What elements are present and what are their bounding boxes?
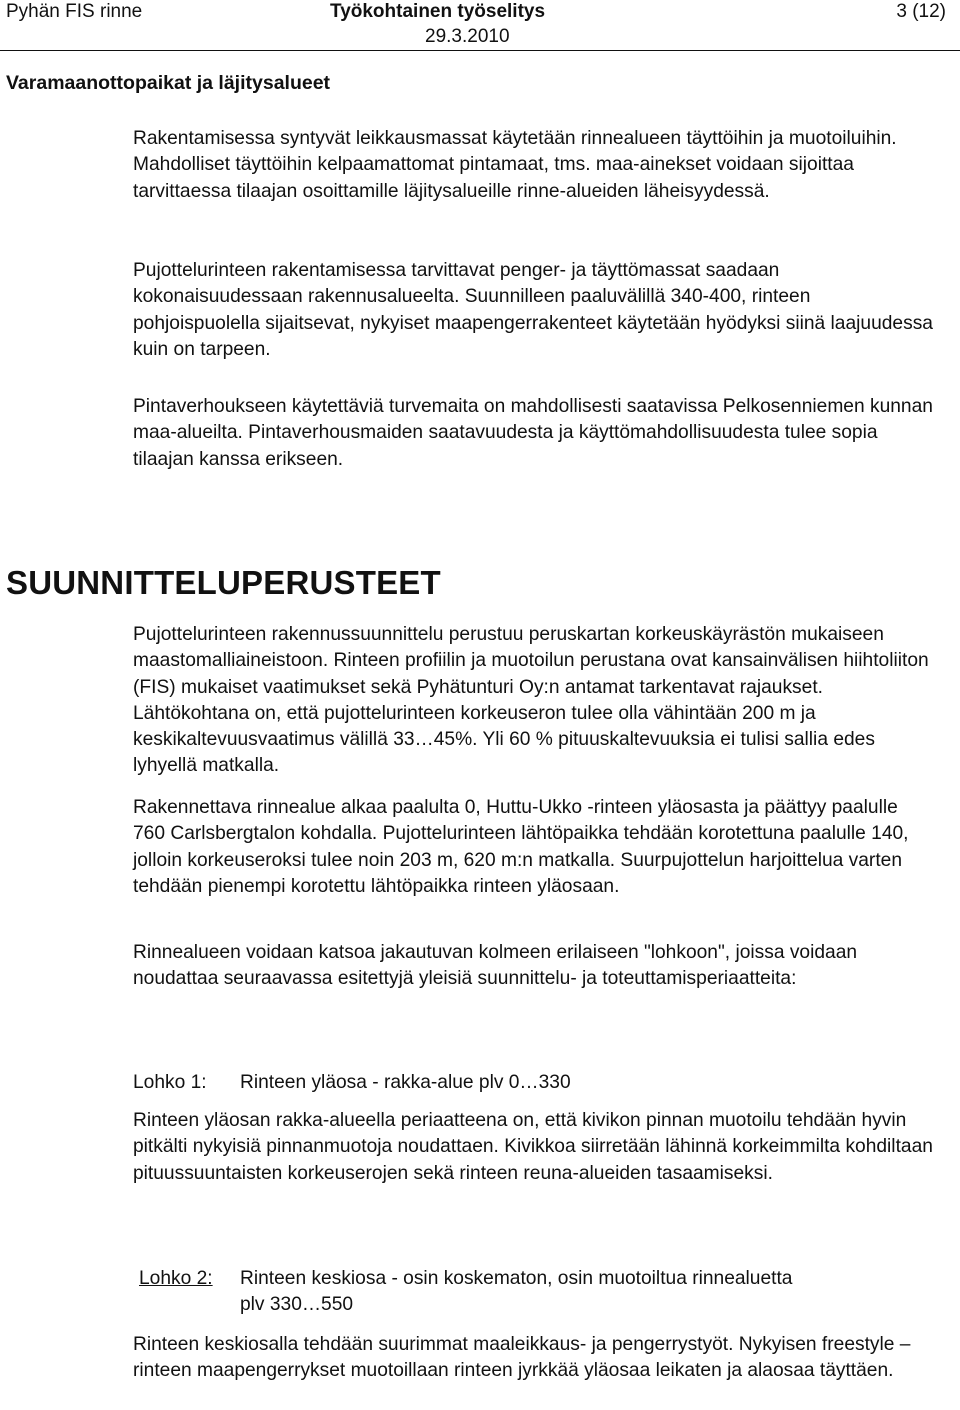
lohko-2-heading bbox=[139, 1266, 792, 1319]
header-date: 29.3.2010 bbox=[425, 26, 510, 47]
paragraph-rinnealue: Rakennettava rinnealue alkaa paalulta 0, Huttu-Ukko -rinteen yläosasta ja päättyy paalulle 760 Carlsbergtalon kohdalla. Pujottelurinteen lähtöpaikka tehdään korotettuna paalulle 140, jolloin korkeuseroksi tulee noin 203 m, 620 m:n matkalla. Suurpujottelun harjoittelua varten tehdään pienempi korotettu lähtöpaikka rinteen yläosaan. bbox=[133, 797, 909, 897]
lohko-2-text: Rinteen keskiosalla tehdään suurimmat maaleikkaus- ja pengerrystyöt. Nykyisen freestyle –rinteen maapengerrykset muotoillaan rinteen jyrkkää yläosaa leikaten ja alaosaa täyttäen. bbox=[133, 1334, 911, 1382]
lohko-2-title-cont: plv 330…550 bbox=[240, 1294, 354, 1316]
page-header bbox=[0, 0, 960, 51]
paragraph-suunnittelu: Pujottelurinteen rakennussuunnittelu perustuu peruskartan korkeuskäyrästön mukaiseen maastomalliaineistoon. Rinteen profiilin ja muotoilun perustana ovat kansainvälisen hiihtoliiton (FIS) mukaiset vaatimukset sekä Pyhätunturi Oy:n antamat tarkentavat rajaukset. Lähtökohtana on, että pujottelurinteen korkeuseron tulee olla vähintään 200 m ja keskikaltevuusvaatimus välillä 33…45%. Yli 60 % pituuskaltevuuksia ei tulisi sallia edes lyhyellä matkalla. bbox=[133, 624, 929, 777]
lohko-1-title: Rinteen yläosa - rakka-alue plv 0…330 bbox=[240, 1072, 571, 1093]
header-page-number: 3 (12) bbox=[896, 1, 946, 22]
section-title: Varamaanottopaikat ja läjitysalueet bbox=[6, 72, 331, 94]
paragraph-leikkausmassat: Rakentamisessa syntyvät leikkausmassat käytetään rinnealueen täyttöihin ja muotoiluihin. Mahdolliset täyttöihin kelpaamattomat pintamaat, tms. maa-ainekset voidaan sijoittaa tarvittaessa tilaajan osoittamille läjitysalueille rinne-alueiden läheisyydessä. bbox=[133, 128, 897, 202]
lohko-1-text: Rinteen yläosan rakka-alueella periaatteena on, että kivikon pinnan muotoilu tehdään hyvin pitkälti nykyisiä pinnanmuotoja noudattaen. Kivikkoa siirretään lähinnä korkeimmilta kohdiltaan pituussuuntaisten korkeuserojen sekä rinteen reuna-alueiden tasaamiseksi. bbox=[133, 1110, 933, 1184]
paragraph-lohkot-intro: Rinnealueen voidaan katsoa jakautuvan kolmeen erilaiseen "lohkoon", joissa voidaan noudattaa seuraavassa esitettyjä yleisiä suunnittelu- ja toteuttamisperiaatteita: bbox=[133, 942, 858, 990]
lohko-2-title: Rinteen keskiosa - osin koskematon, osin muotoiltua rinnealuetta bbox=[240, 1268, 793, 1289]
lohko-1-heading bbox=[133, 1070, 571, 1096]
lohko-2-label: Lohko 2: bbox=[139, 1268, 213, 1289]
paragraph-pintaverhous: Pintaverhoukseen käytettäviä turvemaita on mahdollisesti saatavissa Pelkosenniemen kunnan maa-alueilta. Pintaverhousmaiden saatavuudesta ja käyttömahdollisuudesta tulee sopia tilaajan kanssa erikseen. bbox=[133, 396, 933, 470]
lohko-1-label: Lohko 1: bbox=[133, 1072, 207, 1093]
header-document-title: Työkohtainen työselitys bbox=[330, 1, 546, 22]
header-project-name: Pyhän FIS rinne bbox=[6, 1, 143, 22]
main-heading: SUUNNITTELUPERUSTEET bbox=[6, 564, 441, 601]
paragraph-pengermassat: Pujottelurinteen rakentamisessa tarvittavat penger- ja täyttömassat saadaan kokonaisuudessaan rakennusalueelta. Suunnilleen paaluvälillä 340-400, rinteen pohjoispuolella sijaitsevat, nykyiset maapengerrakenteet käytetään hyödyksi siinä laajuudessa kuin on tarpeen. bbox=[133, 260, 933, 360]
